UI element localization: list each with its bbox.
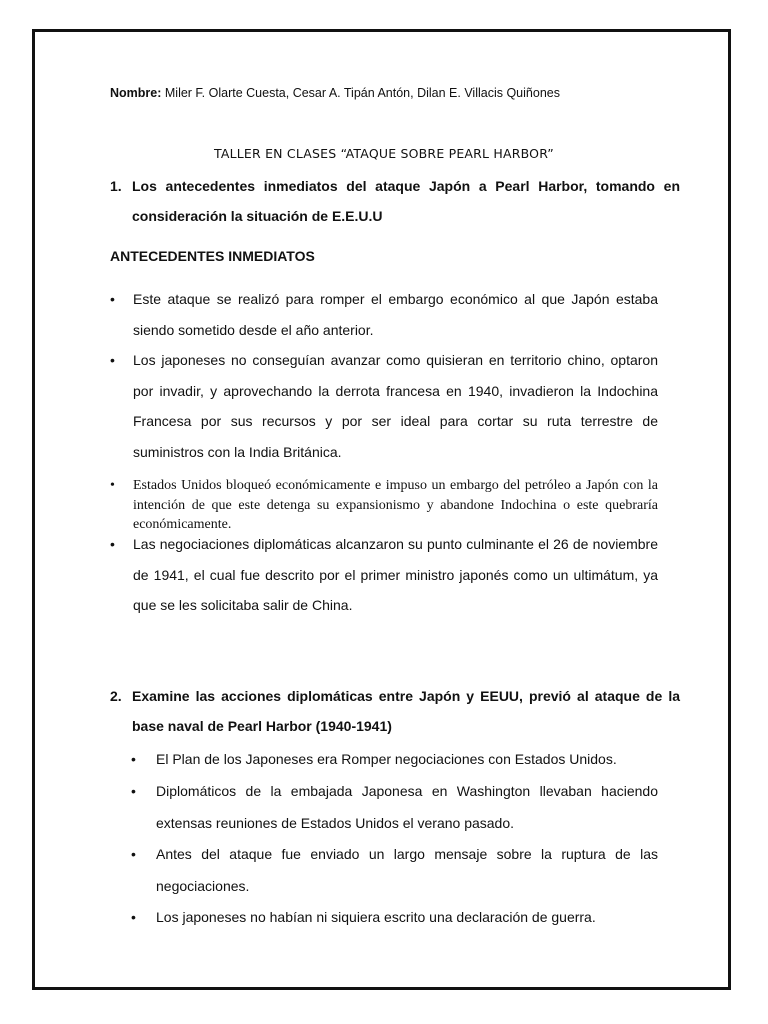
list-item: • Los japoneses no conseguían avanzar como quisieran en territorio chino, optaron por invadir, y aprovechando la derrota francesa en 1940, invadieron la Indochina Francesa por sus recursos y por ser ideal para cortar su ruta terrestre de suministros con la India Británica.	[133, 345, 658, 467]
list-item: • El Plan de los Japoneses era Romper negociaciones con Estados Unidos.	[156, 744, 658, 776]
list-item: • Diplomáticos de la embajada Japonesa en Washington llevaban haciendo extensas reuniones de Estados Unidos el verano pasado.	[156, 776, 658, 839]
list-item: • Estados Unidos bloqueó económicamente e impuso un embargo del petróleo a Japón con la intención de que este detenga su expansionismo y abandone Indochina o este quebraría económicamente.	[133, 476, 658, 535]
list-item: • Las negociaciones diplomáticas alcanzaron su punto culminante el 26 de noviembre de 1941, el cual fue descrito por el primer ministro japonés como un ultimátum, ya que se les solicitaba salir de China.	[133, 529, 658, 621]
list-item: • Este ataque se realizó para romper el embargo económico al que Japón estaba siendo sometido desde el año anterior.	[133, 284, 658, 345]
list-item: • Antes del ataque fue enviado un largo mensaje sobre la ruptura de las negociaciones.	[156, 839, 658, 902]
document-title: TALLER EN CLASES “ATAQUE SOBRE PEARL HARBOR”	[213, 146, 554, 161]
question-2	[110, 681, 680, 741]
section-heading: ANTECEDENTES INMEDIATOS	[110, 248, 315, 264]
question-1-text: Los antecedentes inmediatos del ataque Japón a Pearl Harbor, tomando en consideración la situación de E.E.U.U	[132, 178, 680, 224]
question-2-text: Examine las acciones diplomáticas entre Japón y EEUU, previó al ataque de la base naval de Pearl Harbor (1940-1941)	[132, 688, 680, 734]
question-2-number: 2.	[110, 688, 122, 704]
question-1	[110, 171, 680, 231]
question-1-number: 1.	[110, 178, 122, 194]
names-line	[110, 86, 560, 100]
name-label: Nombre:	[110, 86, 162, 100]
list-item: • Los japoneses no habían ni siquiera escrito una declaración de guerra.	[156, 902, 658, 934]
student-names: Miler F. Olarte Cuesta, Cesar A. Tipán Antón, Dilan E. Villacis Quiñones	[161, 86, 560, 100]
